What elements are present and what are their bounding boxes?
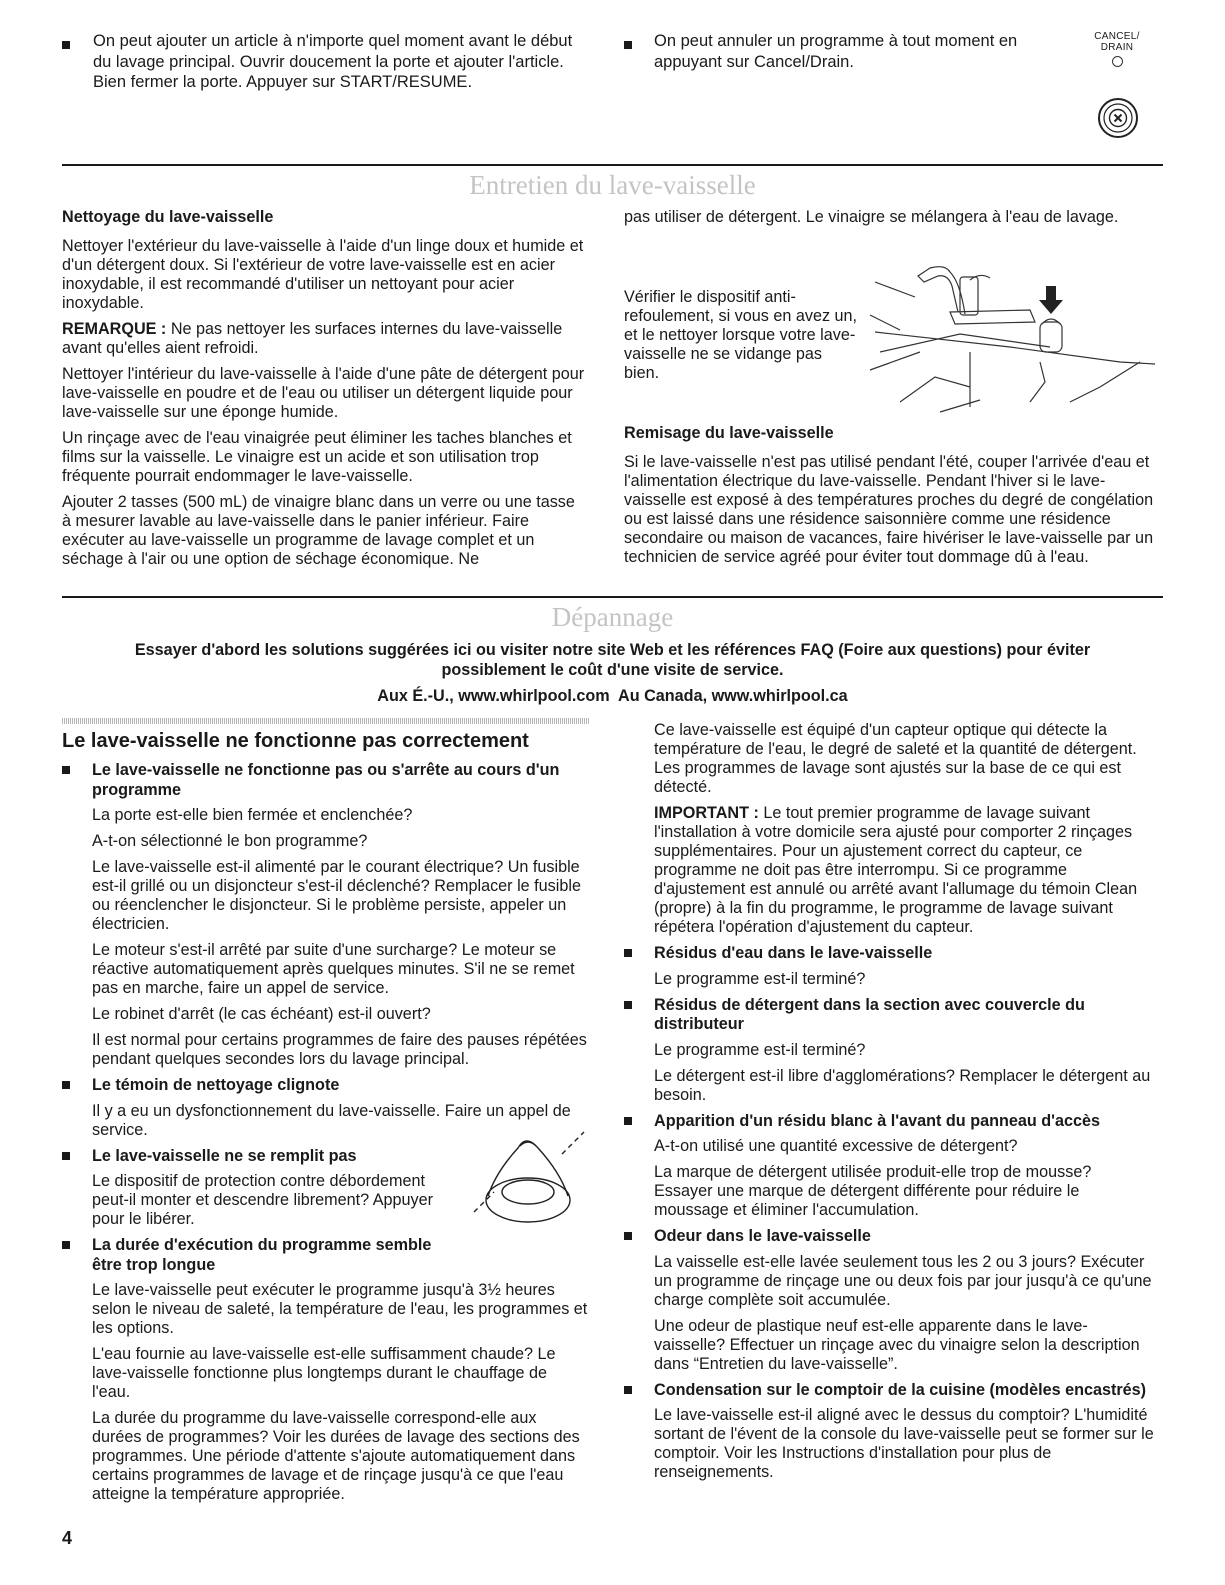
- storage-heading: Remisage du lave-vaisselle: [624, 424, 834, 442]
- issue-heading: Résidus d'eau dans le lave-vaisselle: [654, 944, 933, 962]
- issue-text: Le lave-vaisselle est-il aligné avec le dessus du comptoir? L'humidité sortant de l'évent de la console du lave-vaisselle peut se former sur le comptoir. Voir les Instructions d'installation pour plus de renseignements.: [654, 1406, 1154, 1481]
- cancel-drain-label: CANCEL/ DRAIN: [1094, 31, 1140, 53]
- issue-item: [62, 761, 588, 1069]
- cleaning-paragraph: Nettoyer l'extérieur du lave-vaisselle à l'aide d'un linge doux et humide et d'un détergent doux. Si l'extérieur de votre lave-vaisselle est en acier inoxydable, il est recommandé d'utiliser un nettoyant pour acier inoxydable.: [62, 236, 584, 312]
- issue-item: [62, 1236, 588, 1504]
- issue-item: [654, 1227, 1154, 1374]
- vinegar-steps-continued: pas utiliser de détergent. Le vinaigre se mélangera à l'eau de lavage.: [624, 208, 1119, 226]
- bullet: [624, 41, 632, 49]
- vinegar-paragraph: Un rinçage avec de l'eau vinaigrée peut éliminer les taches blanches et films sur la vaisselle. Le vinaigre est un acide et son utilisation trop fréquente pourrait endommager le lave-vaisselle.: [62, 428, 572, 485]
- issue-heading: Le lave-vaisselle ne se remplit pas: [92, 1146, 357, 1165]
- intro-line: Essayer d'abord les solutions suggérées ici ou visiter notre site Web et les références FAQ (Foire aux questions) pour éviter: [134, 641, 1091, 659]
- issue-heading: Résidus de détergent dans la section avec couvercle du distributeur: [654, 995, 1085, 1033]
- divider: [62, 596, 1163, 598]
- bullet: [62, 1152, 70, 1160]
- top-left-note: On peut ajouter un article à n'importe quel moment avant le début du lavage principal. Ouvrir doucement la porte et ajouter l'article. Bien fermer la porte. Appuyer sur START/RESUME.: [93, 32, 573, 91]
- issue-heading: Odeur dans le lave-vaisselle: [654, 1227, 871, 1245]
- storage-section: [624, 424, 1154, 574]
- important-paragraph: [654, 804, 1154, 937]
- bullet: [624, 1386, 632, 1394]
- issue-text: Le programme est-il terminé?: [654, 969, 866, 988]
- issue-text: La marque de détergent utilisée produit-elle trop de mousse? Essayer une marque de détergent différente pour réduire le moussage et éliminer l'accumulation.: [654, 1163, 1092, 1219]
- cancel-button-icon: [1097, 97, 1139, 139]
- bullet: [62, 41, 70, 49]
- bullet: [62, 1241, 70, 1249]
- airgap-paragraph: Vérifier le dispositif anti-refoulement, si vous en avez un, et le nettoyer lorsque votre lave-vaisselle ne se vidange pas bien.: [624, 288, 858, 382]
- issue-item: [654, 996, 1154, 1105]
- bullet: [624, 1232, 632, 1240]
- vinegar-steps-paragraph: Ajouter 2 tasses (500 mL) de vinaigre blanc dans un verre ou une tasse à mesurer lavable au lave-vaisselle dans le panier inférieur. Faire exécuter au lave-vaisselle un programme de lavage complet et un séchage à l'air ou une option de séchage économique. Ne: [62, 492, 575, 568]
- bullet: [62, 1081, 70, 1089]
- bullet: [624, 949, 632, 957]
- top-right-note: On peut annuler un programme à tout moment en appuyant sur Cancel/Drain.: [654, 32, 1018, 71]
- troubleshooting-intro: [40, 640, 1185, 706]
- bullet: [624, 1001, 632, 1009]
- maintenance-left-column: [62, 208, 588, 576]
- maintenance-title: Entretien du lave-vaisselle: [469, 170, 756, 200]
- issue-text: Une odeur de plastique neuf est-elle apparente dans le lave-vaisselle? Effectuer un rinçage avec du vinaigre selon la description dans “Entretien du lave-vaisselle”.: [654, 1316, 1140, 1373]
- issue-text: La durée du programme du lave-vaisselle correspond-elle aux durées de programmes? Voir les durées de lavage des sections des programmes. Une période d'attente s'ajoute automatiquement dans certains programmes de lavage et de rinçage jusqu'à ce que l'eau atteigne la température appropriée.: [92, 1409, 580, 1503]
- issue-text: Il y a eu un dysfonctionnement du lave-vaisselle. Faire un appel de service.: [92, 1101, 571, 1139]
- cleaning-heading: Nettoyage du lave-vaisselle: [62, 208, 274, 226]
- important-label: IMPORTANT :: [654, 804, 759, 822]
- section-heading: Le lave-vaisselle ne fonctionne pas correctement: [62, 730, 529, 752]
- remark-paragraph: [62, 320, 588, 358]
- sensor-paragraph: Ce lave-vaisselle est équipé d'un capteur optique qui détecte la température de l'eau, le degré de saleté et la quantité de détergent. Les programmes de lavage sont ajustés sur la base de ce qui est détecté.: [654, 721, 1137, 796]
- issue-text: La porte est-elle bien fermée et enclenchée?: [92, 806, 413, 824]
- section-rule: [62, 718, 590, 724]
- faucet-airgap-illustration: [860, 252, 1160, 422]
- issue-text: Le lave-vaisselle peut exécuter le programme jusqu'à 3½ heures selon le niveau de saleté, la température de l'eau, les programmes et les options.: [92, 1281, 588, 1337]
- bullet: [624, 1117, 632, 1125]
- issue-heading: Condensation sur le comptoir de la cuisine (modèles encastrés): [654, 1380, 1147, 1399]
- overfill-protector-illustration: [466, 1122, 590, 1226]
- remark-label: REMARQUE :: [62, 319, 167, 338]
- issue-text: A-t-on utilisé une quantité excessive de détergent?: [654, 1137, 1018, 1155]
- important-text: Le tout premier programme de lavage suivant l'installation à votre domicile sera ajusté pour comporter 2 rinçages supplémentaires. Pour un ajustement correct du capteur, ce programme ne doit pas être interrompu. Si ce programme d'ajustement est annulé ou arrêté avant l'allumage du témoin Clean (propre) à la fin du programme, le programme de lavage suivant répétera l'opération d'ajustement du capteur.: [654, 804, 1138, 936]
- issue-item: [654, 944, 1154, 989]
- issue-text: Le moteur s'est-il arrêté par suite d'une surcharge? Le moteur se réactive automatiquement après quelques minutes. S'il ne se remet pas en marche, faire un appel de service.: [92, 941, 575, 997]
- troubleshooting-title: Dépannage: [551, 602, 674, 632]
- issue-text: Il est normal pour certains programmes de faire des pauses répétées pendant quelques secondes lors du lavage principal.: [92, 1031, 587, 1068]
- issue-item: [654, 1112, 1154, 1221]
- issue-text: Le robinet d'arrêt (le cas échéant) est-il ouvert?: [92, 1005, 431, 1023]
- issue-heading: Le lave-vaisselle ne fonctionne pas ou s'arrête au cours d'un programme: [92, 761, 560, 799]
- issue-text: Le lave-vaisselle est-il alimenté par le courant électrique? Un fusible est-il grillé ou un disjoncteur s'est-il déclenché? Remplacer le fusible ou réenclencher le disjoncteur. Si le problème persiste, appeler un électricien.: [92, 858, 581, 933]
- intro-line: possiblement le coût d'une visite de service.: [441, 661, 784, 679]
- issue-heading: Le témoin de nettoyage clignote: [92, 1076, 340, 1094]
- issue-heading: Apparition d'un résidu blanc à l'avant du panneau d'accès: [654, 1111, 1101, 1130]
- issue-heading: La durée d'exécution du programme semble être trop longue: [92, 1236, 432, 1274]
- indicator-light-icon: [1112, 56, 1123, 67]
- issue-text: Le programme est-il terminé?: [654, 1040, 866, 1059]
- website-links: Aux É.-U., www.whirlpool.com Au Canada, www.whirlpool.ca: [377, 687, 848, 705]
- issue-text: Le détergent est-il libre d'agglomérations? Remplacer le détergent au besoin.: [654, 1066, 1151, 1104]
- issue-item: [654, 1381, 1154, 1483]
- interior-paragraph: Nettoyer l'intérieur du lave-vaisselle à l'aide d'une pâte de détergent pour lave-vaisselle en poudre et de l'eau ou utiliser un détergent liquide pour lave-vaisselle sur une éponge humide.: [62, 364, 585, 421]
- bullet: [62, 766, 70, 774]
- troubleshooting-right-column: [654, 721, 1154, 1489]
- page-number: 4: [62, 1528, 73, 1548]
- issue-text: A-t-on sélectionné le bon programme?: [92, 832, 368, 850]
- divider: [62, 164, 1163, 166]
- issue-text: L'eau fournie au lave-vaisselle est-elle suffisamment chaude? Le lave-vaisselle fonctionne plus longtemps durant le chauffage de l'eau.: [92, 1345, 556, 1401]
- issue-text: Le dispositif de protection contre débordement peut-il monter et descendre librement? Appuyer pour le libérer.: [92, 1172, 434, 1228]
- storage-paragraph: Si le lave-vaisselle n'est pas utilisé pendant l'été, couper l'arrivée d'eau et l'alimentation électrique du lave-vaisselle. Pendant l'hiver si le lave-vaisselle est exposé à des températures proches du degré de congélation ou est laissé dans une résidence saisonnière comme une résidence secondaire ou maison de vacances, faire hivériser le lave-vaisselle par un technicien de service agréé pour éviter tout dommage dû à l'eau.: [624, 452, 1154, 566]
- issue-text: La vaisselle est-elle lavée seulement tous les 2 ou 3 jours? Exécuter un programme de rinçage une ou deux fois par jour jusqu'à ce qu'une charge complète soit accumulée.: [654, 1252, 1152, 1309]
- remark-text: Ne pas nettoyer les surfaces internes du lave-vaisselle avant qu'elles aient refroidi.: [62, 319, 563, 357]
